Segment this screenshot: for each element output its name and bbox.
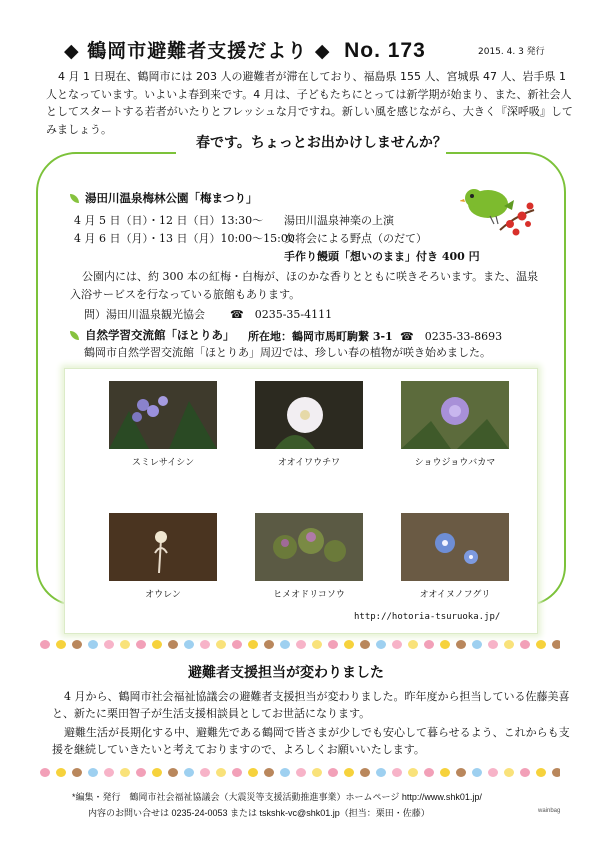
decor-dot xyxy=(440,768,450,777)
decor-dot xyxy=(104,640,114,649)
decor-dot xyxy=(40,640,50,649)
event2-title xyxy=(70,327,235,343)
decor-dot xyxy=(344,768,354,777)
footer-line2: 内容のお問い合せは 0235-24-0053 または tskshk-vc@shk01.jp（担当：栗田・佐藤） xyxy=(88,808,430,818)
decor-dot xyxy=(232,640,242,649)
event2-body: 鶴岡市自然学習交流館「ほとりあ」周辺では、珍しい春の植物が咲き始めました。 xyxy=(84,346,491,359)
decor-dot xyxy=(232,768,242,777)
event1-date1: 4 月 5 日（日）・12 日（日）13:30～ xyxy=(74,214,264,227)
title-text: ◆ 鶴岡市避難者支援だより ◆ xyxy=(64,40,331,62)
decor-dot xyxy=(120,768,130,777)
event1-contact: 問）湯田川温泉観光協会 xyxy=(84,308,205,321)
decor-dot xyxy=(504,640,514,649)
decor-dot xyxy=(200,768,210,777)
decor-dot xyxy=(472,640,482,649)
decor-dot xyxy=(312,640,322,649)
decor-dot xyxy=(456,768,466,777)
photo-caption-1: スミレサイシン xyxy=(131,458,195,468)
issue-date: 2015. 4. 3 発行 xyxy=(478,47,545,57)
photo-sumire xyxy=(109,381,217,449)
decor-dot xyxy=(248,768,258,777)
decor-dot xyxy=(88,768,98,777)
event2-address: 所在地：鶴岡市馬町駒繋 3-1 xyxy=(248,330,393,343)
decor-dot xyxy=(216,768,226,777)
section2-heading: 避難者支援担当が変わりました xyxy=(188,665,384,681)
photo-caption-4: オウレン xyxy=(145,590,181,600)
event2-tel: ☎ 0235-33-8693 xyxy=(400,330,503,343)
spring-heading: 春です。ちょっとお出かけしませんか？ xyxy=(196,135,447,151)
decor-dot xyxy=(520,640,530,649)
decor-dot xyxy=(536,640,546,649)
decor-dot xyxy=(440,640,450,649)
event1-body: 公園内には、約 300 本の紅梅・白梅が、ほのかな香りとともに咲きそろいます。また、温泉入浴サービスを行なっている旅館もあります。 xyxy=(70,270,539,301)
decor-dot xyxy=(168,640,178,649)
event2-title-text: 自然学習交流館「ほとりあ」 xyxy=(85,328,235,342)
decor-dot xyxy=(504,768,514,777)
event1-date2-desc: 女将会による野点（のだて） xyxy=(284,232,427,245)
event1-title-text: 湯田川温泉梅林公園「梅まつり」 xyxy=(85,191,258,205)
decor-dot xyxy=(296,640,306,649)
photo-source-url[interactable]: http://hotoria-tsuruoka.jp/ xyxy=(354,612,501,622)
decor-dot xyxy=(552,640,560,649)
decor-dot xyxy=(312,768,322,777)
decor-dot xyxy=(520,768,530,777)
decor-dot xyxy=(488,768,498,777)
decor-dot xyxy=(168,768,178,777)
decor-dot xyxy=(152,768,162,777)
decor-dot xyxy=(72,640,82,649)
photo-oinunofuguri xyxy=(401,513,509,581)
newsletter-title xyxy=(64,36,426,63)
decor-dot xyxy=(408,640,418,649)
leaf-icon xyxy=(70,331,79,340)
decor-dot xyxy=(264,768,274,777)
decor-dot xyxy=(376,768,386,777)
decor-dot xyxy=(280,768,290,777)
decor-dot xyxy=(456,640,466,649)
photo-caption-5: ヒメオドリコソウ xyxy=(273,590,345,600)
decor-dot xyxy=(200,640,210,649)
section2-paragraph1: 4 月から、鶴岡市社会福祉協議会の避難者支援担当が変わりました。昨年度から担当している佐藤美喜と、新たに栗田智子が生活支援相談員としてお世話になります。 xyxy=(52,690,570,720)
decor-dot xyxy=(120,640,130,649)
photo-ouren xyxy=(109,513,217,581)
event1-title xyxy=(70,190,258,206)
decor-dot xyxy=(72,768,82,777)
bird-icon xyxy=(460,176,536,240)
section2-paragraph2: 避難生活が長期化する中、避難先である鶴岡で皆さまが少しでも安心して暮らせるよう、これからも支援を継続していきたいと考えておりますので、よろしくお願いいたします。 xyxy=(52,726,570,756)
intro-paragraph: 4 月 1 日現在、鶴岡市には 203 人の避難者が滞在しており、福島県 155 人、宮城県 47 人、岩手県 1 人となっています。いよいよ春到来です。4 月は、子どもたちにとっては新学期が始まり、また、新社会人としてスタートする若者がいたりとフレッシュな月ですね。新しい風を感じながら、大きく『深呼吸』してみましょう。 xyxy=(46,70,573,136)
decor-dot xyxy=(296,768,306,777)
decor-dot xyxy=(424,768,434,777)
phone-icon: ☎ 0235-35-4111 xyxy=(230,308,333,321)
decor-dot xyxy=(88,640,98,649)
decor-dot xyxy=(360,640,370,649)
decor-dot xyxy=(136,640,146,649)
decor-dot xyxy=(248,640,258,649)
decor-dot xyxy=(392,768,402,777)
decor-dot xyxy=(104,768,114,777)
decor-dot xyxy=(392,640,402,649)
decor-dot xyxy=(328,640,338,649)
photo-caption-6: オオイヌノフグリ xyxy=(419,590,491,600)
leaf-icon xyxy=(70,194,79,203)
decor-dot xyxy=(344,640,354,649)
event1-date2-desc2: 手作り饅頭「想いのまま」付き 400 円 xyxy=(284,250,480,263)
decor-dot xyxy=(216,640,226,649)
event1-date2: 4 月 6 日（月）・13 日（月）10:00～15:00 xyxy=(74,232,295,245)
footer-tag: wainbag xyxy=(538,808,561,814)
photo-caption-2: オオイワウチワ xyxy=(277,458,341,468)
photo-shojobakama xyxy=(401,381,509,449)
flower-photo-grid xyxy=(64,368,538,634)
decor-dot xyxy=(152,640,162,649)
decor-dot xyxy=(424,640,434,649)
decor-dot xyxy=(184,768,194,777)
decor-dot xyxy=(264,640,274,649)
decor-dot xyxy=(488,640,498,649)
decor-dot xyxy=(184,640,194,649)
decor-dot xyxy=(280,640,290,649)
decor-dot xyxy=(360,768,370,777)
issue-number: No. 173 xyxy=(344,39,426,62)
photo-caption-3: ショウジョウバカマ xyxy=(414,458,496,468)
decorative-divider-top xyxy=(40,640,560,652)
decor-dot xyxy=(40,768,50,777)
photo-iwauchiwa xyxy=(255,381,363,449)
decor-dot xyxy=(376,640,386,649)
decor-dot xyxy=(536,768,546,777)
footer-line1: *編集・発行 鶴岡市社会福祉協議会（大震災等支援活動推進事業）ホームページ http://www.shk01.jp/ xyxy=(72,792,482,802)
decor-dot xyxy=(136,768,146,777)
decor-dot xyxy=(472,768,482,777)
photo-himeodorikoso xyxy=(255,513,363,581)
decor-dot xyxy=(408,768,418,777)
event1-date1-desc: 湯田川温泉神楽の上演 xyxy=(284,214,394,227)
decor-dot xyxy=(552,768,560,777)
decor-dot xyxy=(56,768,66,777)
decorative-divider-bottom xyxy=(40,768,560,780)
plum-branch xyxy=(500,210,534,230)
decor-dot xyxy=(328,768,338,777)
decor-dot xyxy=(56,640,66,649)
